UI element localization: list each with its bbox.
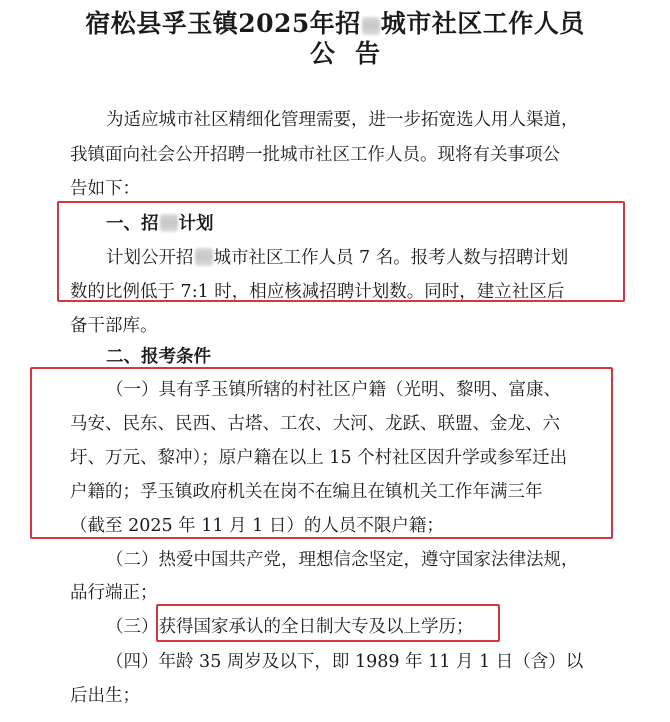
condition-line: （三）获得国家承认的全日制大专及以上学历； bbox=[106, 617, 474, 637]
redaction-blur bbox=[362, 17, 380, 35]
highlight-box-residency bbox=[30, 367, 613, 539]
section1-heading: 一、招 计划 bbox=[106, 214, 214, 234]
notice-subtitle: 公告 bbox=[309, 39, 400, 68]
section1-line: 计划公开招 城市社区工作人员 7 名。报考人数与招聘计划 bbox=[106, 248, 569, 268]
condition-line: 后出生； bbox=[70, 686, 140, 706]
condition-line: （截至 2025 年 11 月 1 日）的人员不限户籍； bbox=[70, 516, 444, 536]
condition-line: （一）具有孚玉镇所辖的村社区户籍（光明、黎明、富康、 bbox=[106, 380, 561, 400]
condition-line: 马安、民东、民西、古塔、工农、大河、龙跃、联盟、金龙、六 bbox=[70, 414, 560, 434]
intro-line: 为适应城市社区精细化管理需要，进一步拓宽选人用人渠道， bbox=[106, 110, 579, 130]
highlight-box-plan bbox=[57, 201, 625, 302]
section1-line: 数的比例低于 7:1 时，相应核减招聘计划数。同时，建立社区后 bbox=[70, 282, 565, 302]
notice-title: 宿松县孚玉镇2025年招 城市社区工作人员 bbox=[85, 9, 585, 38]
section1-line: 备干部库。 bbox=[70, 316, 158, 336]
condition-line: （二）热爱中国共产党，理想信念坚定，遵守国家法律法规， bbox=[106, 550, 579, 570]
highlighted-education: 获得国家承认的全日制大专及以上学历； bbox=[158, 617, 474, 637]
condition-line: 户籍的；孚玉镇政府机关在岗不在编且在镇机关工作年满三年 bbox=[70, 482, 543, 502]
intro-line: 告如下： bbox=[70, 179, 140, 199]
condition-line: 圩、万元、黎冲）；原户籍在以上 15 个村社区因升学或参军迁出 bbox=[70, 448, 568, 468]
condition-line: 品行端正； bbox=[70, 583, 158, 603]
section2-heading: 二、报考条件 bbox=[106, 347, 211, 367]
intro-line: 我镇面向社会公开招聘一批城市社区工作人员。现将有关事项公 bbox=[70, 145, 560, 165]
condition-line: （四）年龄 35 周岁及以下，即 1989 年 11 月 1 日（含）以 bbox=[106, 652, 584, 672]
highlight-box-education bbox=[156, 604, 500, 642]
